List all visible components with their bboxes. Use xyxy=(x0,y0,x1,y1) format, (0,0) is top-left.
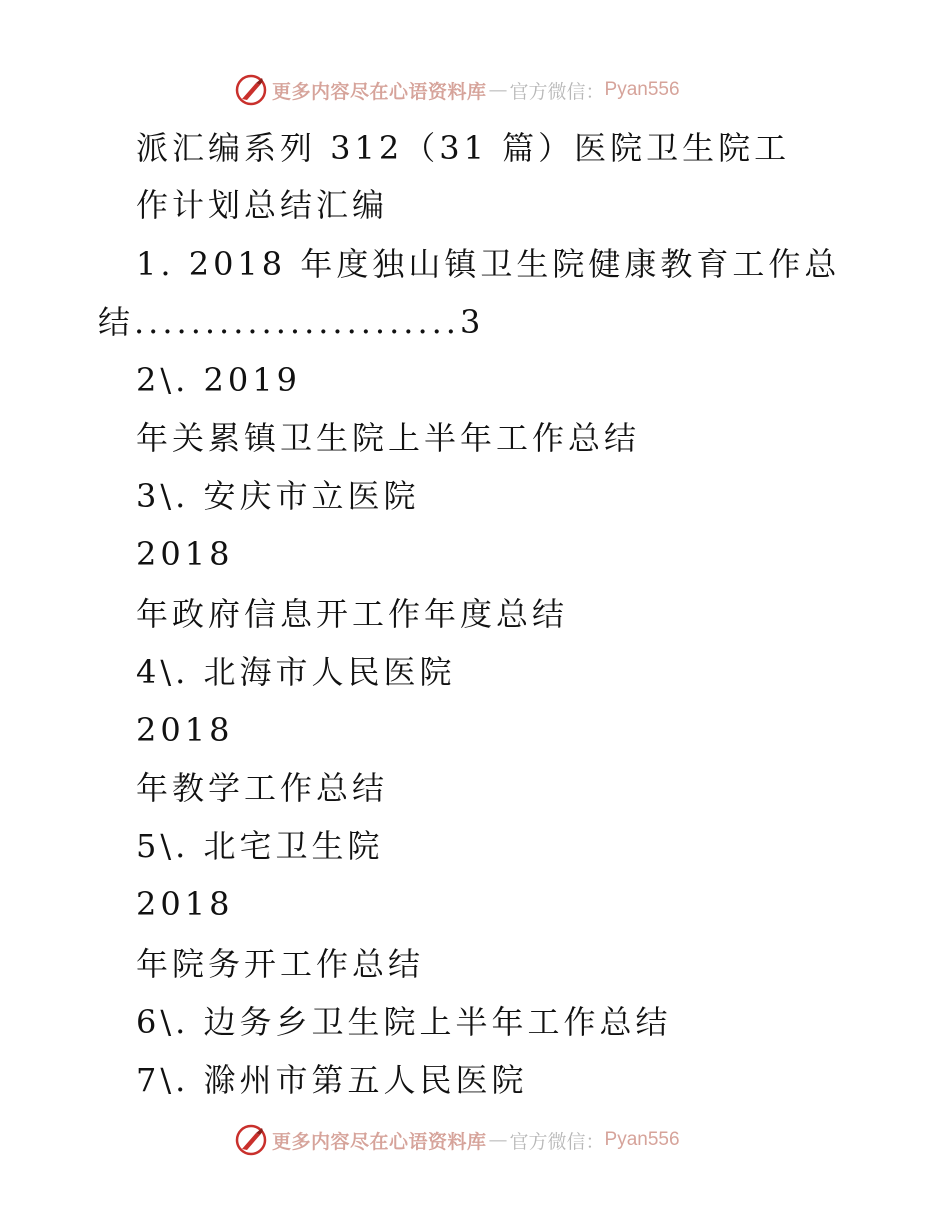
toc-item-2-title: 年关累镇卫生院上半年工作总结 xyxy=(136,419,641,457)
quill-pen-logo-icon xyxy=(234,73,268,107)
banner-wechat-handle: Pyan556 xyxy=(604,1129,680,1150)
toc-item-6: 6\. 边务乡卫生院上半年工作总结 xyxy=(136,1003,672,1041)
title-line-2: 作计划总结汇编 xyxy=(136,186,389,224)
toc-item-4-number: 4\. 北海市人民医院 xyxy=(136,653,456,691)
banner-official-label: 官方微信： xyxy=(509,1130,605,1153)
quill-pen-logo-icon xyxy=(234,1123,268,1157)
toc-item-4-title: 年教学工作总结 xyxy=(136,769,389,807)
toc-item-5-year: 2018 xyxy=(136,885,234,923)
toc-item-7: 7\. 滁州市第五人民医院 xyxy=(136,1061,528,1099)
toc-item-5-title: 年院务开工作总结 xyxy=(136,945,425,983)
toc-item-3-title: 年政府信息开工作年度总结 xyxy=(136,595,569,633)
banner-promo-text: 更多内容尽在心语资料库 xyxy=(272,80,487,103)
toc-item-3-year: 2018 xyxy=(136,535,234,573)
toc-item-3-number: 3\. 安庆市立医院 xyxy=(136,477,420,515)
toc-item-2-number: 2\. 2019 xyxy=(136,361,301,399)
toc-item-5-number: 5\. 北宅卫生院 xyxy=(136,827,384,865)
banner-separator: — xyxy=(488,79,508,101)
footer-banner xyxy=(234,1123,680,1157)
toc-item-1-continuation: 结.......................3 xyxy=(98,303,485,341)
title-line-1: 派汇编系列 312（31 篇）医院卫生院工 xyxy=(136,129,791,167)
banner-separator: — xyxy=(488,1129,508,1151)
toc-item-1: 1. 2018 年度独山镇卫生院健康教育工作总 xyxy=(136,245,841,283)
banner-wechat-handle: Pyan556 xyxy=(604,79,680,100)
header-banner xyxy=(234,73,680,107)
toc-item-4-year: 2018 xyxy=(136,711,234,749)
banner-promo-text: 更多内容尽在心语资料库 xyxy=(272,1130,487,1153)
banner-official-label: 官方微信： xyxy=(509,80,605,103)
